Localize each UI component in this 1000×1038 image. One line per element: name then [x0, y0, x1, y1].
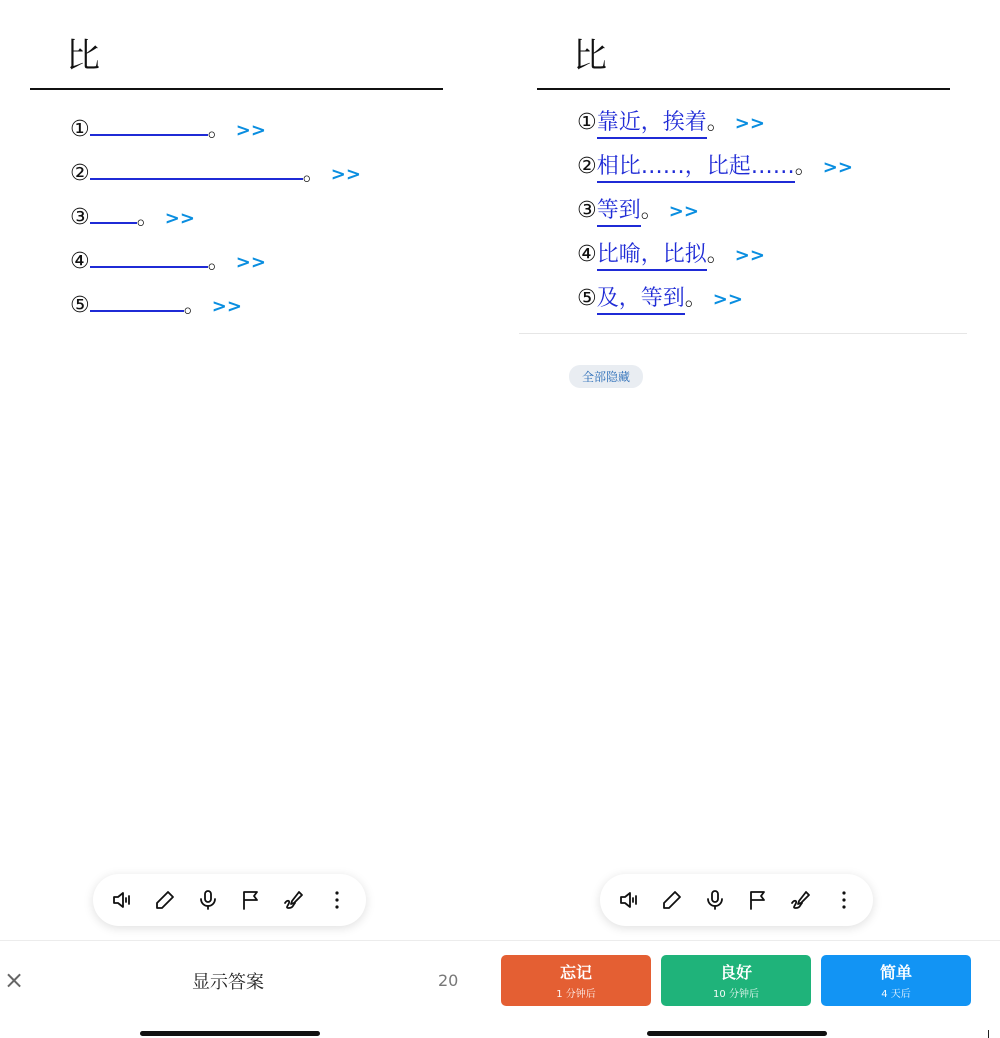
definition-period: 。 — [207, 249, 230, 274]
grade-interval: 1 分钟后 — [556, 989, 596, 1000]
grade-label: 良好 — [719, 963, 752, 982]
grade-label: 忘记 — [559, 963, 592, 982]
grade-easy-button[interactable] — [821, 955, 971, 1006]
more-vertical-icon[interactable] — [325, 888, 349, 912]
cloze-blank[interactable] — [90, 238, 208, 268]
handwriting-icon[interactable] — [282, 888, 306, 912]
definition-number: ⑤ — [70, 293, 90, 318]
definition-number: ④ — [70, 249, 90, 274]
more-link[interactable]: >> — [235, 120, 266, 141]
grade-interval: 4 天后 — [881, 989, 911, 1000]
more-vertical-icon[interactable] — [832, 888, 856, 912]
definition-item — [577, 106, 853, 150]
more-link[interactable]: >> — [734, 245, 765, 266]
definition-period: 。 — [684, 286, 707, 311]
definition-item — [577, 282, 853, 326]
definition-list — [70, 106, 361, 326]
microphone-icon[interactable] — [703, 888, 727, 912]
flag-icon[interactable] — [239, 888, 263, 912]
text-cursor — [988, 1030, 989, 1038]
cloze-blank[interactable] — [90, 106, 208, 136]
review-toolbar — [600, 874, 873, 926]
more-link[interactable]: >> — [164, 208, 195, 229]
more-link[interactable]: >> — [235, 252, 266, 273]
definition-number: ③ — [577, 198, 597, 223]
title-divider — [30, 88, 443, 90]
handwriting-icon[interactable] — [789, 888, 813, 912]
definition-item — [70, 194, 361, 238]
remaining-count: 20 — [438, 971, 459, 990]
definition-number: ③ — [70, 205, 90, 230]
cloze-blank[interactable] — [90, 194, 137, 224]
definition-period: 。 — [302, 161, 325, 186]
definition-list — [577, 106, 853, 326]
definition-period: 。 — [706, 110, 729, 135]
title-divider — [537, 88, 950, 90]
more-link[interactable]: >> — [712, 289, 743, 310]
definition-number: ② — [70, 161, 90, 186]
grade-label: 简单 — [879, 963, 912, 982]
definition-item — [70, 238, 361, 282]
definition-answer[interactable]: 靠近，挨着 — [597, 109, 707, 139]
grade-good-button[interactable] — [661, 955, 811, 1006]
review-toolbar — [93, 874, 366, 926]
definition-answer[interactable]: 等到 — [597, 197, 641, 227]
definition-period: 。 — [706, 242, 729, 267]
definition-period: 。 — [136, 205, 159, 230]
speaker-icon[interactable] — [110, 888, 134, 912]
more-link[interactable]: >> — [734, 113, 765, 134]
definition-number: ② — [577, 154, 597, 179]
more-link[interactable]: >> — [330, 164, 361, 185]
hide-all-button[interactable]: 全部隐藏 — [569, 365, 643, 388]
microphone-icon[interactable] — [196, 888, 220, 912]
footer-divider — [0, 940, 1000, 941]
card-back-panel — [507, 0, 1000, 1038]
grade-interval: 10 分钟后 — [713, 989, 759, 1000]
definition-answer[interactable]: 比喻，比拟 — [597, 241, 707, 271]
cloze-blank[interactable] — [90, 282, 184, 312]
pencil-icon[interactable] — [153, 888, 177, 912]
definition-item — [577, 238, 853, 282]
definition-number: ① — [70, 117, 90, 142]
more-link[interactable]: >> — [211, 296, 242, 317]
definition-item — [70, 282, 361, 326]
definition-number: ④ — [577, 242, 597, 267]
definition-answer[interactable]: 相比……，比起…… — [597, 153, 795, 183]
card-word: 比 — [66, 36, 100, 76]
definition-number: ⑤ — [577, 286, 597, 311]
definition-item — [577, 150, 853, 194]
definition-number: ① — [577, 110, 597, 135]
cloze-blank[interactable] — [90, 150, 303, 180]
close-icon[interactable]: × — [4, 966, 25, 994]
answer-divider — [519, 333, 967, 334]
definition-period: 。 — [207, 117, 230, 142]
home-indicator — [647, 1031, 827, 1036]
definition-item — [70, 106, 361, 150]
definition-period: 。 — [183, 293, 206, 318]
definition-period: 。 — [794, 154, 817, 179]
card-word: 比 — [573, 36, 607, 76]
definition-item — [70, 150, 361, 194]
grade-forget-button[interactable] — [501, 955, 651, 1006]
home-indicator — [140, 1031, 320, 1036]
more-link[interactable]: >> — [822, 157, 853, 178]
show-answer-button[interactable]: 显示答案 — [192, 972, 264, 993]
definition-item — [577, 194, 853, 238]
definition-answer[interactable]: 及，等到 — [597, 285, 685, 315]
pencil-icon[interactable] — [660, 888, 684, 912]
speaker-icon[interactable] — [617, 888, 641, 912]
flag-icon[interactable] — [746, 888, 770, 912]
definition-period: 。 — [640, 198, 663, 223]
more-link[interactable]: >> — [668, 201, 699, 222]
